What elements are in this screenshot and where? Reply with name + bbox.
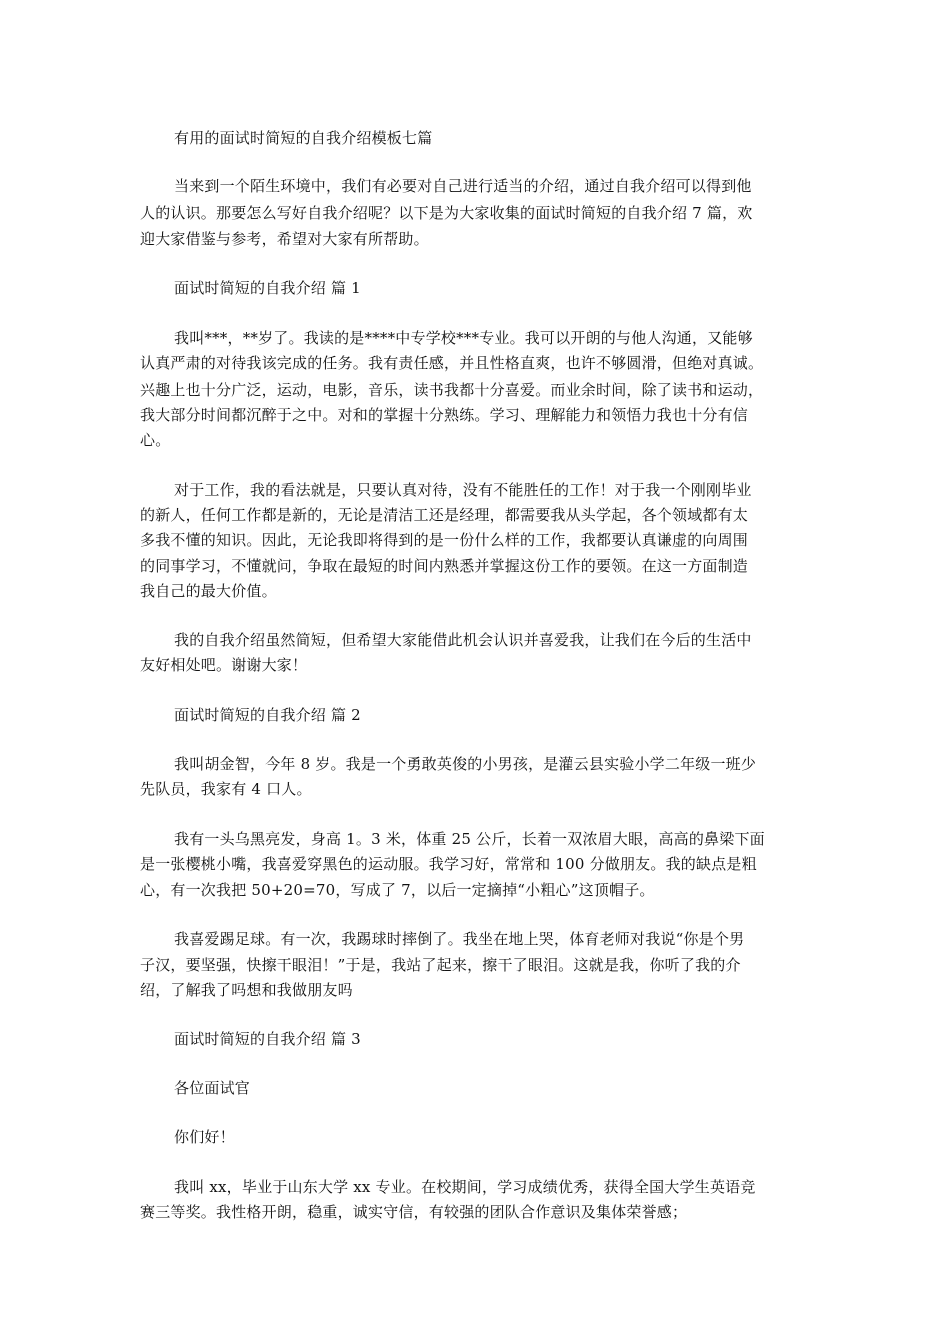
section-heading-3: 面试时简短的自我介绍 篇 3: [174, 1030, 361, 1048]
paragraph-line: 认真严肃的对待我该完成的任务。我有责任感，并且性格直爽，也许不够圆滑，但绝对真诚。: [140, 354, 764, 372]
paragraph-line: 心，有一次我把 50+20=70，写成了 7，以后一定摘掉“小粗心”这顶帽子。: [140, 881, 655, 899]
paragraph-line: 我有一头乌黑亮发，身高 1。3 米，体重 25 公斤，长着一双浓眉大眼，高高的鼻梁下面: [174, 830, 765, 848]
greeting-line: 你们好！: [174, 1128, 235, 1146]
paragraph-line: 是一张樱桃小嘴，我喜爱穿黑色的运动服。我学习好，常常和 100 分做朋友。我的缺点是粗: [140, 855, 757, 873]
paragraph-line: 我喜爱踢足球。有一次，我踢球时摔倒了。我坐在地上哭，体育老师对我说“你是个男: [174, 930, 745, 948]
paragraph-line: 子汉，要坚强，快擦干眼泪！”于是，我站了起来，擦干了眼泪。这就是我，你听了我的介: [140, 956, 741, 974]
paragraph-line: 我自己的最大价值。: [140, 582, 277, 600]
section-heading-1: 面试时简短的自我介绍 篇 1: [174, 279, 361, 297]
paragraph-line: 多我不懂的知识。因此，无论我即将得到的是一份什么样的工作，我都要认真谦虚的向周围: [140, 531, 749, 549]
paragraph-line: 我的自我介绍虽然简短，但希望大家能借此机会认识并喜爱我，让我们在今后的生活中: [174, 631, 752, 649]
paragraph-line: 我大部分时间都沉醉于之中。对和的掌握十分熟练。学习、理解能力和领悟力我也十分有信: [140, 406, 749, 424]
paragraph-line: 赛三等奖。我性格开朗，稳重，诚实守信，有较强的团队合作意识及集体荣誉感；: [140, 1203, 688, 1221]
greeting-line: 各位面试官: [174, 1079, 251, 1097]
paragraph-line: 的新人，任何工作都是新的，无论是清洁工还是经理，都需要我从头学起，各个领域都有太: [140, 506, 749, 524]
paragraph-line: 我叫胡金智，今年 8 岁。我是一个勇敢英俊的小男孩，是灌云县实验小学二年级一班少: [174, 755, 757, 773]
document-title: 有用的面试时简短的自我介绍模板七篇: [174, 129, 433, 147]
intro-line-2: 人的认识。那要怎么写好自我介绍呢？以下是为大家收集的面试时简短的自我介绍 7 篇，欢: [140, 204, 753, 222]
paragraph-line: 友好相处吧。谢谢大家！: [140, 656, 308, 674]
paragraph-line: 兴趣上也十分广泛，运动，电影，音乐，读书我都十分喜爱。而业余时间，除了读书和运动，: [140, 381, 764, 399]
paragraph-line: 心。: [140, 431, 171, 449]
paragraph-line: 的同事学习，不懂就问，争取在最短的时间内熟悉并掌握这份工作的要领。在这一方面制造: [140, 557, 749, 575]
intro-line-1: 当来到一个陌生环境中，我们有必要对自己进行适当的介绍，通过自我介绍可以得到他: [174, 177, 752, 195]
paragraph-line: 先队员，我家有 4 口人。: [140, 780, 312, 798]
paragraph-line: 绍，了解我了吗想和我做朋友吗: [140, 981, 353, 999]
intro-line-3: 迎大家借鉴与参考，希望对大家有所帮助。: [140, 230, 429, 248]
paragraph-line: 我叫***，**岁了。我读的是****中专学校***专业。我可以开朗的与他人沟通，又能够: [174, 329, 753, 347]
paragraph-line: 我叫 xx，毕业于山东大学 xx 专业。在校期间，学习成绩优秀，获得全国大学生英语竞: [174, 1178, 756, 1196]
section-heading-2: 面试时简短的自我介绍 篇 2: [174, 706, 361, 724]
paragraph-line: 对于工作，我的看法就是，只要认真对待，没有不能胜任的工作！对于我一个刚刚毕业: [174, 481, 752, 499]
